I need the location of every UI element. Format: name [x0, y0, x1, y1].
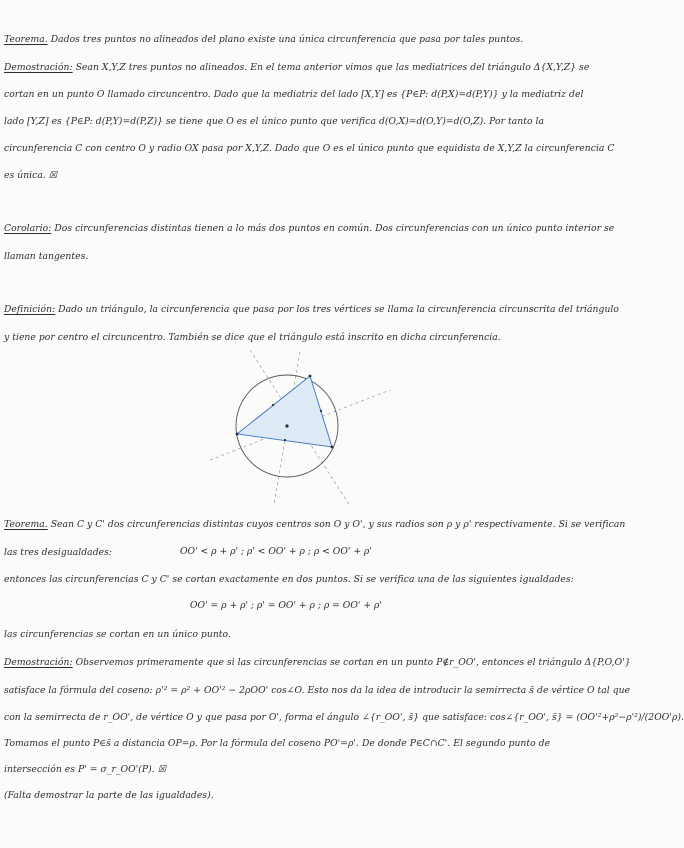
proof2-line-4: Tomamos el punto P∈s̄ a distancia OP=ρ. Por la fórmula del coseno PO'=ρ'. De donde P∈C∩C'. El segundo punto de	[4, 738, 551, 749]
midpoint-point	[284, 439, 286, 441]
theorem2-line-4: las circunferencias se cortan en un único punto.	[4, 629, 231, 640]
theorem2-line-2: las tres desigualdades:	[4, 547, 113, 558]
corollary-line-2: llaman tangentes.	[4, 251, 89, 262]
definition-label: Definición:	[4, 304, 56, 315]
vertex-point	[309, 375, 312, 378]
equalities-formula: OO' = ρ + ρ' ; ρ' = OO' + ρ ; ρ = OO' + ρ'	[190, 600, 382, 611]
inequalities-formula: OO' < ρ + ρ' ; ρ' < OO' + ρ ; ρ < OO' + ρ'	[180, 546, 372, 557]
corollary-label: Corolario:	[4, 223, 52, 234]
proof2-line-1: Demostración: Observemos primeramente que si las circunferencias se cortan en un punto P∉r_OO', entonces el triángulo Δ{P,O,O'}	[4, 657, 631, 668]
theorem2-line-3: entonces las circunferencias C y C' se cortan exactamente en dos puntos. Si se verifica una de las siguientes igualdades:	[4, 574, 574, 585]
vertex-point	[331, 446, 334, 449]
circumcenter-point	[285, 424, 288, 427]
proof1-line-5: es única. ☒	[4, 170, 58, 181]
proof2-line-5: intersección es P' = σ_r_OO'(P). ☒	[4, 764, 167, 775]
proof-label: Demostración:	[4, 657, 73, 668]
circumscribed-circle-figure	[200, 346, 400, 516]
theorem1-line-1: Teorema. Dados tres puntos no alineados del plano existe una única circunferencia que pasa por tales puntos.	[4, 34, 524, 45]
vertex-point	[236, 433, 239, 436]
definition-line-2: y tiene por centro el circuncentro. También se dice que el triángulo está inscrito en dicha circunferencia.	[4, 332, 501, 343]
theorem-label: Teorema.	[4, 34, 48, 45]
proof1-line-2: cortan en un punto O llamado circuncentro. Dado que la mediatriz del lado [X,Y] es {P∈P: d(P,X)=d(P,Y)} y la mediatriz del	[4, 89, 584, 100]
definition-line-1: Definición: Dado un triángulo, la circunferencia que pasa por los tres vértices se llama la circunferencia circunscrita del triángulo	[4, 304, 619, 315]
midpoint-point	[320, 410, 322, 412]
proof1-line-4: circunferencia C con centro O y radio OX pasa por X,Y,Z. Dado que O es el único punto que equidista de X,Y,Z la circunferencia C	[4, 143, 615, 154]
corollary-line-1: Corolario: Dos circunferencias distintas tienen a lo más dos puntos en común. Dos circunferencias con un único punto interior se	[4, 223, 615, 234]
proof1-line-1: Demostración: Sean X,Y,Z tres puntos no alineados. En el tema anterior vimos que las mediatrices del triángulo Δ{X,Y,Z} se	[4, 62, 590, 73]
proof-label: Demostración:	[4, 62, 73, 73]
triangle	[237, 376, 332, 447]
proof2-line-3: con la semirrecta de r_OO', de vértice O y que pasa por O', forma el ángulo ∠{r_OO', s̄} que satisface: cos∠{r_OO', s̄} = (OO'²+ρ²−ρ'²)/(2OO'ρ).	[4, 712, 684, 723]
midpoint-point	[272, 404, 274, 406]
theorem-label: Teorema.	[4, 519, 48, 530]
proof2-line-2: satisface la fórmula del coseno: ρ'² = ρ² + OO'² − 2ρOO' cos∠O. Esto nos da la idea de introducir la semirrecta s̄ de vértice O tal que	[4, 685, 631, 696]
proof1-line-3: lado [Y,Z] es {P∈P: d(P,Y)=d(P,Z)} se tiene que O es el único punto que verifica d(O,X)=d(O,Y)=d(O,Z). Por tanto la	[4, 116, 545, 127]
proof2-line-6: (Falta demostrar la parte de las igualdades).	[4, 790, 214, 801]
theorem2-line-1: Teorema. Sean C y C' dos circunferencias distintas cuyos centros son O y O', y sus radios son ρ y ρ' respectivamente. Si se verifican	[4, 519, 626, 530]
